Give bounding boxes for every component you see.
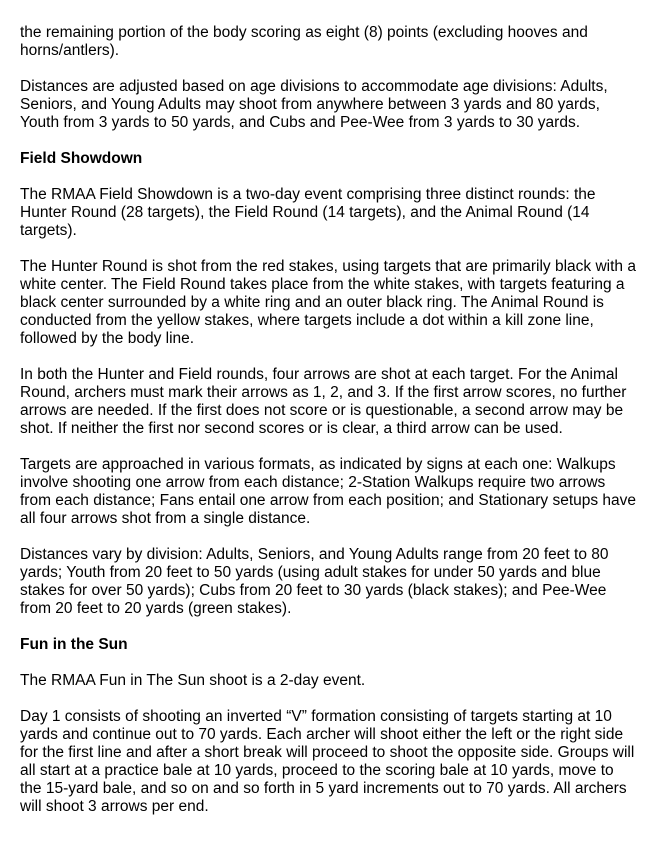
paragraph-field-showdown-arrows: In both the Hunter and Field rounds, four arrows are shot at each target. For the Animal Round, archers must mark their arrows as 1, 2, and 3. If the first arrow scores, no further arrows are needed. If the first does not score or is questionable, a second arrow may be shot. If neither the first nor second scores or is clear, a third arrow can be used. [20, 366, 627, 437]
paragraph-field-showdown-overview: The RMAA Field Showdown is a two-day event comprising three distinct rounds: the Hunter Round (28 targets), the Field Round (14 targets), and the Animal Round (14 targets). [20, 186, 596, 239]
paragraph-field-showdown-distances: Distances vary by division: Adults, Seniors, and Young Adults range from 20 feet to 80 yards; Youth from 20 feet to 50 yards (using adult stakes for under 50 yards and blue stakes for over 50 yards); Cubs from 20 feet to 30 yards (black stakes); and Pee-Wee from 20 feet to 20 yards (green stakes). [20, 546, 609, 617]
section-heading-fun-in-the-sun: Fun in the Sun [20, 636, 128, 653]
paragraph-field-showdown-rounds: The Hunter Round is shot from the red stakes, using targets that are primarily black with a white center. The Field Round takes place from the white stakes, with targets featuring a black center surrounded by a white ring and an outer black ring. The Animal Round is conducted from the yellow stakes, where targets include a dot within a kill zone line, followed by the body line. [20, 258, 636, 347]
paragraph-field-showdown-formats: Targets are approached in various formats, as indicated by signs at each one: Walkups involve shooting one arrow from each distance; 2-Station Walkups require two arrows from each distance; Fans entail one arrow from each position; and Stationary setups have all four arrows shot from a single distance. [20, 456, 637, 527]
section-heading-field-showdown: Field Showdown [20, 150, 143, 167]
paragraph-scoring-continuation: the remaining portion of the body scoring as eight (8) points (excluding hooves and horns/antlers). [20, 24, 588, 59]
paragraph-distances-by-division: Distances are adjusted based on age divisions to accommodate age divisions: Adults, Seniors, and Young Adults may shoot from anywhere between 3 yards and 80 yards, Youth from 3 yards to 50 yards, and Cubs and Pee-Wee from 3 yards to 30 yards. [20, 78, 608, 131]
paragraph-fun-in-the-sun-day1: Day 1 consists of shooting an inverted “V” formation consisting of targets starting at 10 yards and continue out to 70 yards. Each archer will shoot either the left or the right side for the first line and after a short break will proceed to shoot the opposite side. Groups will all start at a practice bale at 10 yards, proceed to the scoring bale at 10 yards, move to the 15-yard bale, and so on and so forth in 5 yard increments out to 70 yards. All archers will shoot 3 arrows per end. [20, 708, 635, 815]
document-page [20, 24, 638, 834]
paragraph-fun-in-the-sun-overview: The RMAA Fun in The Sun shoot is a 2-day event. [20, 672, 366, 689]
